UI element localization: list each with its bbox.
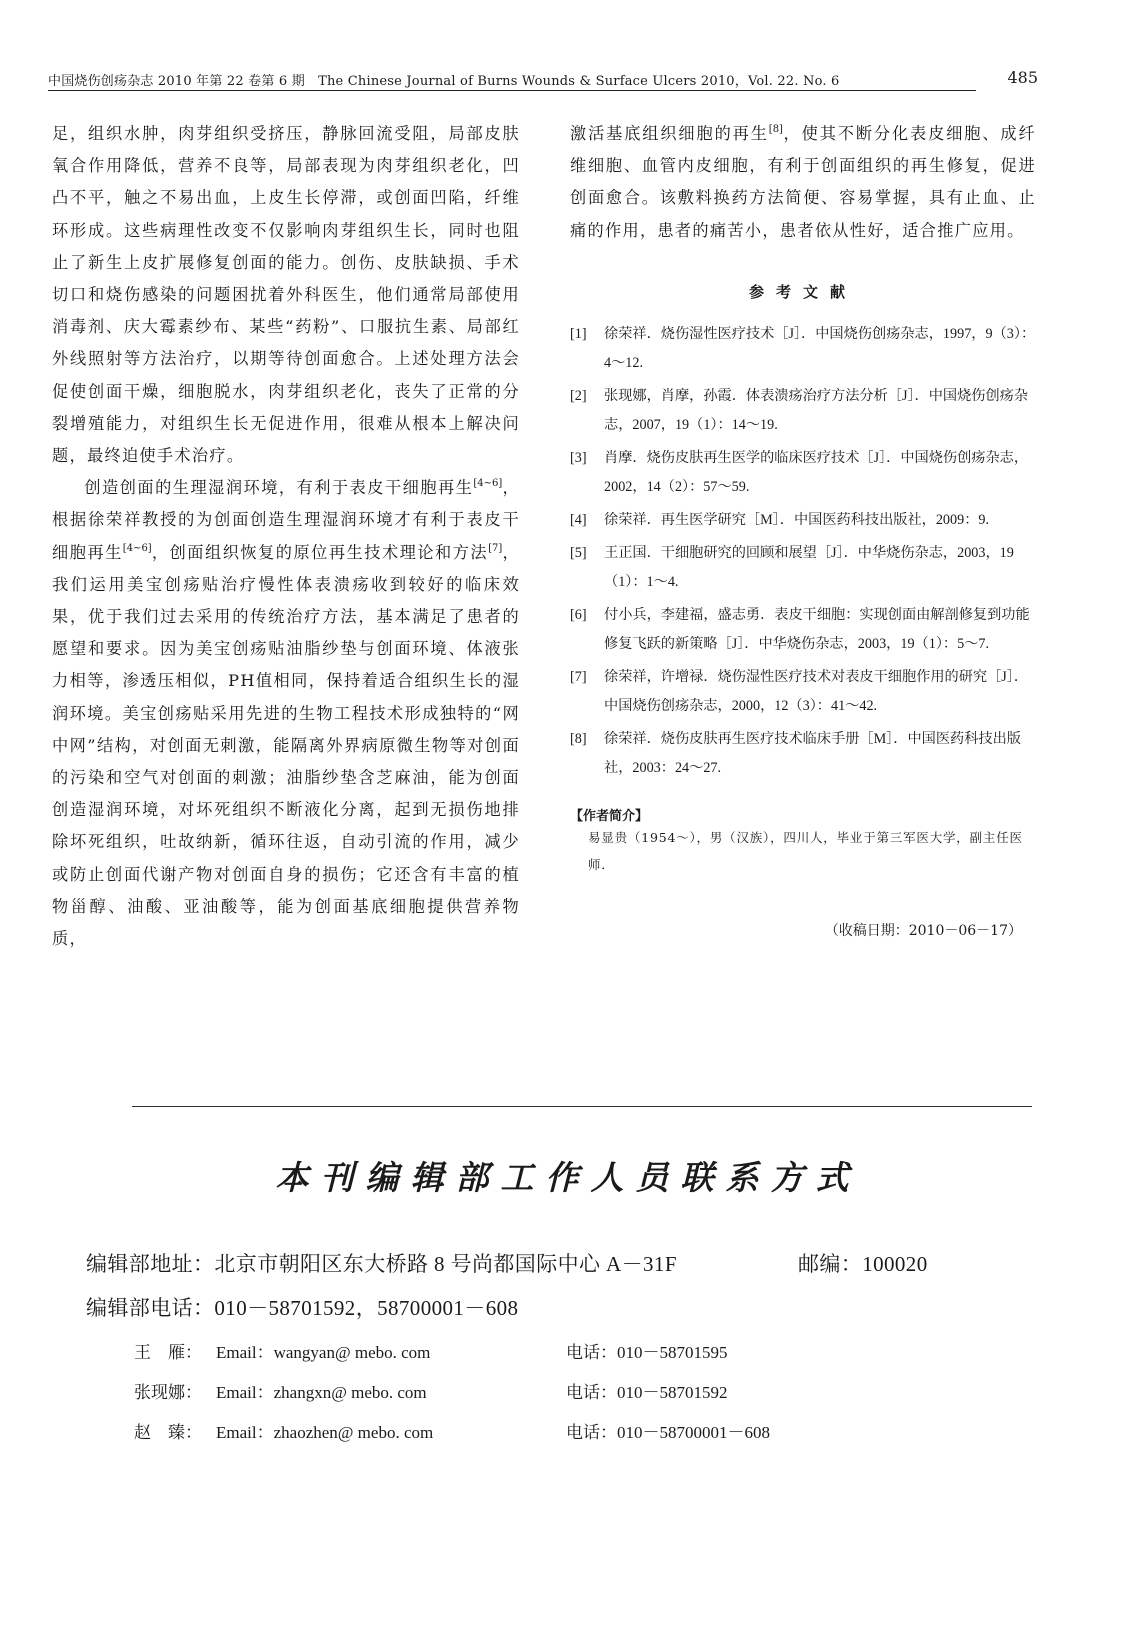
- reference-list: [570, 320, 1036, 783]
- body-paragraph-2: [52, 472, 520, 955]
- p2-text-b: ，根据徐荣祥教授的为创面创造生理湿润环境才有利于表皮干细胞再生: [52, 478, 520, 562]
- page-number: 485: [1007, 68, 1038, 87]
- staff-row: [134, 1378, 728, 1403]
- reference-number: [7]: [570, 668, 587, 685]
- reference-text: 徐荣祥．烧伤湿性医疗技术［J］．中国烧伤创疡杂志，1997，9（3）：4～12.: [604, 325, 1036, 371]
- reference-item: [570, 382, 1036, 440]
- p2-text-d: ，我们运用美宝创疡贴治疗慢性体表溃疡收到较好的临床效果，优于我们过去采用的传统治疗方法，基本满足了患者的愿望和要求。因为美宝创疡贴油脂纱垫与创面环境、体液张力相等，渗透压相似，PH值相同，保持着适合组织生长的湿润环境。美宝创疡贴采用先进的生物工程技术形成独特的“网中网”结构，对创面无刺激，能隔离外界病原微生物等对创面的污染和空气对创面的刺激；油脂纱垫含芝麻油，能为创面创造湿润环境，对坏死组织不断液化分离，起到无损伤地排除坏死组织，吐故纳新，循环往返，自动引流的作用，减少或防止创面代谢产物对创面自身的损伤；它还含有丰富的植物甾醇、油酸、亚油酸等，能为创面基底细胞提供营养物质，: [52, 542, 521, 949]
- citation: [8]: [768, 124, 783, 135]
- reference-text: 王正国．干细胞研究的回顾和展望［J］．中华烧伤杂志，2003，19（1）：1～4.: [604, 544, 1014, 590]
- body-paragraph-1: 足，组织水肿，肉芽组织受挤压，静脉回流受阻，局部皮肤氧合作用降低，营养不良等，局部表现为肉芽组织老化，凹凸不平，触之不易出血，上皮生长停滞，或创面凹陷，纤维环形成。这些病理性改变不仅影响肉芽组织生长，同时也阻止了新生上皮扩展修复创面的能力。创伤、皮肤缺损、手术切口和烧伤感染的问题困扰着外科医生，他们通常局部使用消毒剂、庆大霉素纱布、某些“药粉”、口服抗生素、局部红外线照射等方法治疗，以期等待创面愈合。上述处理方法会促使创面干燥，细胞脱水，肉芽组织老化，丧失了正常的分裂增殖能力，对组织生长无促进作用，很难从根本上解决问题，最终迫使手术治疗。: [52, 124, 520, 466]
- right-column: [570, 118, 1036, 940]
- p3-text-a: 激活基底组织细胞的再生: [570, 124, 769, 143]
- notice-title: 本刊编辑部工作人员联系方式: [275, 1158, 861, 1197]
- reference-number: [3]: [570, 449, 587, 466]
- staff-name: 赵 臻：: [134, 1423, 202, 1442]
- editorial-phone: 编辑部电话：010－58701592，58700001－608: [86, 1296, 519, 1320]
- reference-number: [6]: [570, 606, 587, 623]
- staff-name: 张现娜：: [134, 1383, 202, 1402]
- citation: [7]: [488, 542, 503, 554]
- citation: [4~6]: [122, 542, 152, 554]
- references-heading: 参考文献: [748, 282, 857, 301]
- running-head-text: 中国烧伤创疡杂志 2010 年第 22 卷第 6 期 The Chinese Journal of Burns Wounds & Surface Ulcers 2010，Vol. 22. No. 6: [48, 74, 840, 89]
- zip-code: 邮编：100020: [798, 1252, 928, 1276]
- staff-email: Email：zhaozhen@ mebo. com: [216, 1423, 434, 1442]
- reference-text: 肖摩．烧伤皮肤再生医学的临床医疗技术［J］．中国烧伤创疡杂志，2002，14（2）：57～59.: [604, 449, 1029, 495]
- left-column: [52, 118, 520, 955]
- reference-text: 徐荣祥，许增禄．烧伤湿性医疗技术对表皮干细胞作用的研究［J］．中国烧伤创疡杂志，2000，12（3）：41～42.: [604, 668, 1029, 714]
- citation: [4~6]: [473, 478, 503, 490]
- reference-item: [570, 601, 1036, 659]
- reference-text: 张现娜，肖摩，孙霞．体表溃疡治疗方法分析［J］．中国烧伤创疡杂志，2007，19（1）：14～19.: [604, 387, 1029, 433]
- reference-number: [2]: [570, 387, 587, 404]
- received-date: （收稿日期：2010－06－17）: [824, 922, 1022, 939]
- reference-number: [1]: [570, 325, 587, 342]
- reference-item: [570, 320, 1036, 378]
- author-bio-text: 易显贵（1954～），男（汉族），四川人，毕业于第三军医大学，副主任医师．: [588, 829, 1023, 872]
- running-header: [48, 70, 1038, 92]
- reference-number: [4]: [570, 511, 587, 528]
- p2-text-a: 创造创面的生理湿润环境，有利于表皮干细胞再生: [84, 478, 474, 498]
- reference-item: [570, 539, 1036, 597]
- staff-email: Email：zhangxn@ mebo. com: [216, 1383, 427, 1402]
- header-rule: [48, 90, 976, 91]
- reference-text: 付小兵，李建福，盛志勇．表皮干细胞：实现创面由解剖修复到功能修复飞跃的新策略［J］．中华烧伤杂志，2003，19（1）：5～7.: [604, 606, 1030, 652]
- reference-number: [8]: [570, 730, 587, 747]
- staff-row: [134, 1338, 728, 1363]
- staff-email: Email：wangyan@ mebo. com: [216, 1343, 431, 1362]
- reference-text: 徐荣祥．烧伤皮肤再生医疗技术临床手册［M］．中国医药科技出版社，2003：24～27.: [604, 730, 1021, 776]
- editorial-address: [86, 1248, 928, 1278]
- reference-item: [570, 663, 1036, 721]
- staff-phone: 电话：010－58700001－608: [566, 1423, 770, 1442]
- reference-item: [570, 506, 1036, 535]
- reference-item: [570, 444, 1036, 502]
- reference-item: [570, 725, 1036, 783]
- staff-phone: 电话：010－58701595: [566, 1343, 728, 1362]
- p3-text-b: ，使其不断分化表皮细胞、成纤维细胞、血管内皮细胞，有利于创面组织的再生修复，促进创面愈合。该敷料换药方法简便、容易掌握，具有止血、止痛的作用，患者的痛苦小，患者依从性好，适合推广应用。: [570, 124, 1036, 240]
- staff-name: 王 雁：: [134, 1343, 202, 1362]
- body-paragraph-3: [570, 118, 1036, 247]
- reference-number: [5]: [570, 544, 587, 561]
- section-divider: [132, 1106, 1032, 1107]
- staff-row: [134, 1418, 770, 1443]
- author-bio-heading: 【作者简介】: [570, 808, 649, 824]
- reference-text: 徐荣祥．再生医学研究［M］．中国医药科技出版社，2009：9.: [604, 511, 990, 528]
- p2-text-c: ，创面组织恢复的原位再生技术理论和方法: [151, 542, 489, 562]
- staff-phone: 电话：010－58701592: [566, 1383, 728, 1402]
- address-text: 编辑部地址：北京市朝阳区东大桥路 8 号尚都国际中心 A－31F: [86, 1252, 677, 1276]
